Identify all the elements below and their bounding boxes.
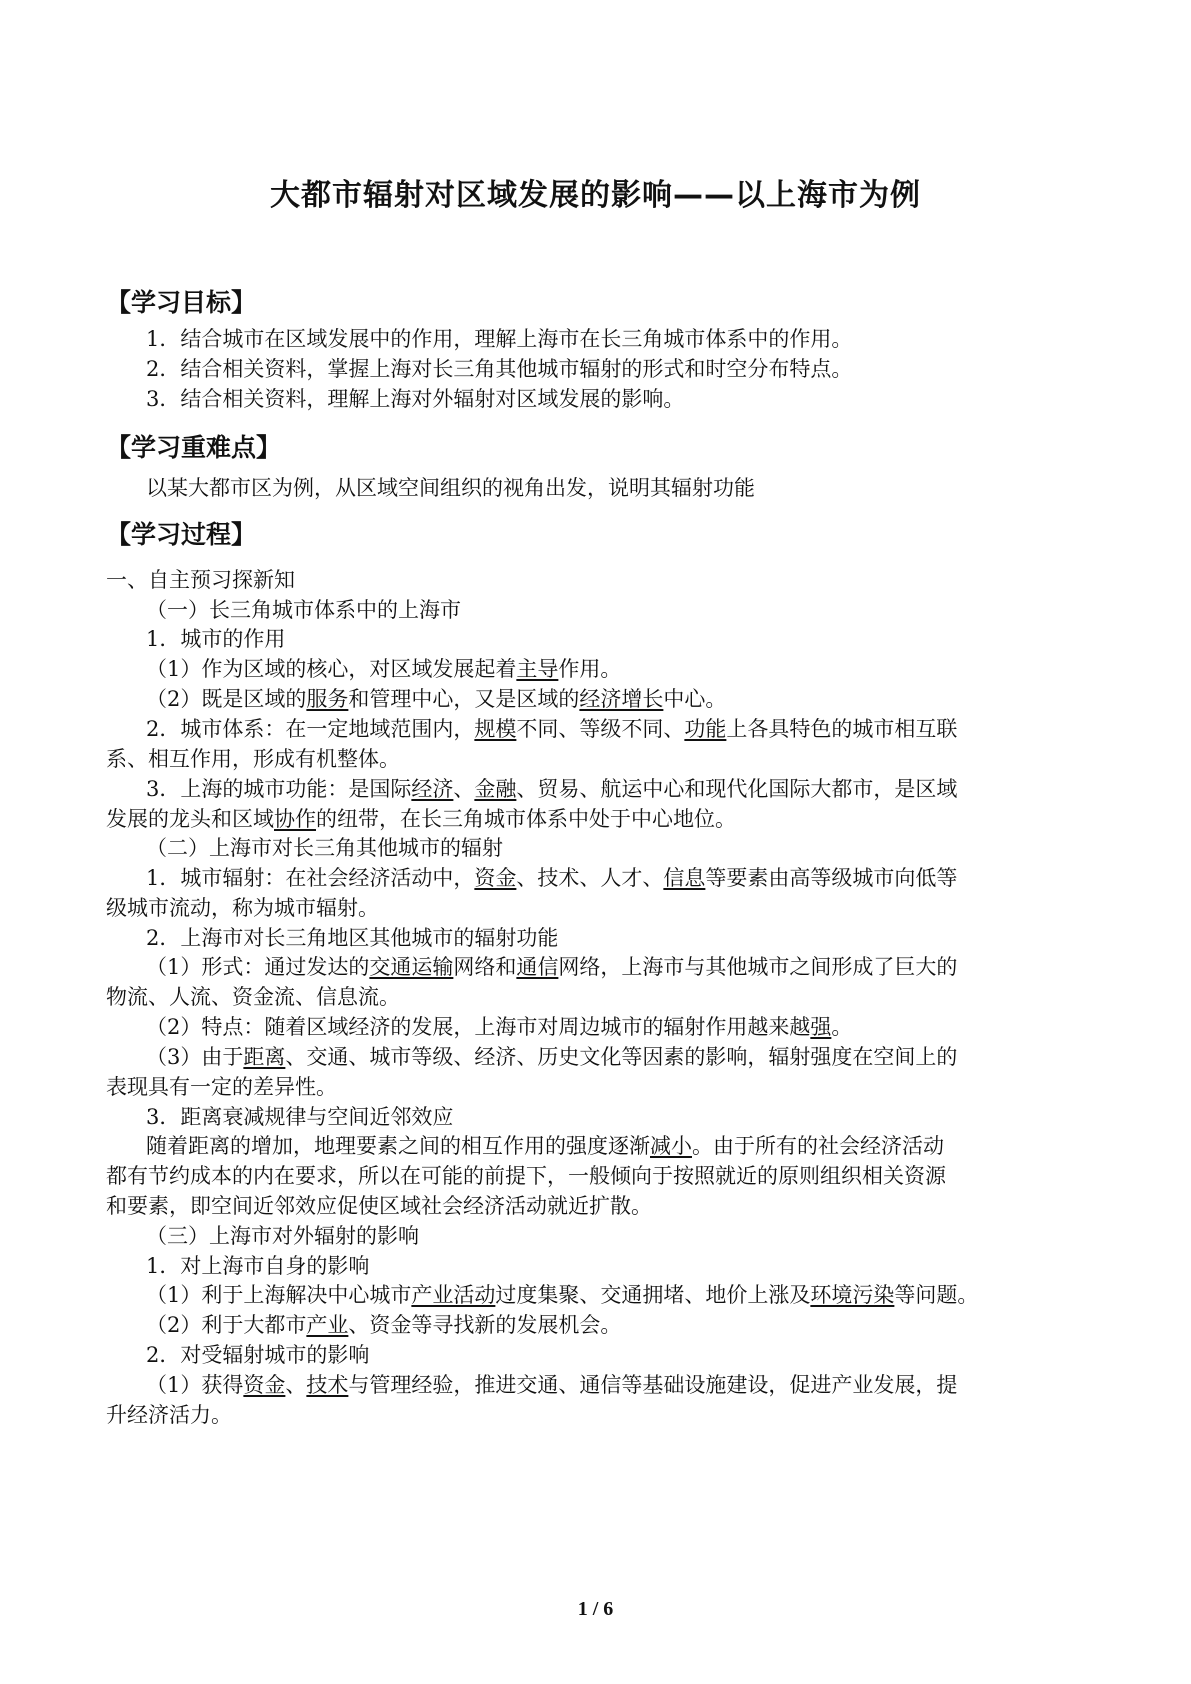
process-line [106,1161,946,1191]
line-text: 1．城市辐射：在社会经济活动中， [146,866,475,890]
line-text: 2．城市体系：在一定地域范围内， [146,717,475,741]
process-line [106,1072,337,1102]
process-line [146,595,461,625]
process-line [146,1042,957,1072]
line-text: 等问题。 [894,1283,979,1307]
line-text: 、 [453,777,475,801]
line-text: 。由于所有的社会经济活动 [692,1134,944,1158]
process-line [106,565,295,595]
line-text: 1．对上海市自身的影响 [146,1254,370,1278]
line-text: 2．对受辐射城市的影响 [146,1343,370,1367]
line-text: 表现具有一定的差异性。 [106,1075,337,1099]
underlined-term: 协作 [274,807,316,831]
underlined-term: 功能 [684,717,727,741]
line-text: （2）利于大都市 [146,1313,307,1337]
process-line [106,1191,652,1221]
line-text: 2．上海市对长三角地区其他城市的辐射功能 [146,926,559,950]
line-text: 。 [831,1015,853,1039]
underlined-term: 减小 [650,1134,692,1158]
process-line [146,1340,369,1370]
underlined-term: 距离 [243,1045,286,1069]
line-text: 1．城市的作用 [146,627,286,651]
process-line [146,624,285,654]
line-text: （1）作为区域的核心，对区域发展起着 [146,657,517,681]
underlined-term: 通信 [516,955,559,979]
line-text: 3．上海的城市功能：是国际 [146,777,412,801]
line-text: 、交通、城市等级、经济、历史文化等因素的影响，辐射强度在空间上的 [285,1045,958,1069]
line-text: （二）上海市对长三角其他城市的辐射 [146,836,503,860]
line-text: 、资金等寻找新的发展机会。 [348,1313,622,1337]
underlined-term: 信息 [663,866,706,890]
process-line [146,1102,453,1132]
process-line [146,1280,978,1310]
process-line [106,893,379,923]
underlined-term: 资金 [474,866,517,890]
line-text: 不同、等级不同、 [516,717,685,741]
underlined-term: 经济增长 [579,687,664,711]
line-text: 中心。 [663,687,727,711]
underlined-term: 产业活动 [411,1283,496,1307]
section-heading-keypoints: 【学习重难点】 [106,433,282,462]
underlined-term: 规模 [474,717,517,741]
line-text: 、贸易、航运中心和现代化国际大都市，是区域 [516,777,958,801]
process-line [146,654,621,684]
section-heading-goals: 【学习目标】 [106,288,257,317]
line-text: （1）获得 [146,1373,244,1397]
process-line [146,1310,621,1340]
line-text: （2）特点：随着区域经济的发展，上海市对周边城市的辐射作用越来越 [146,1015,811,1039]
line-text: （1）形式：通过发达的 [146,955,370,979]
process-line [146,833,503,863]
line-text: 和管理中心，又是区域的 [348,687,580,711]
line-text: 级城市流动，称为城市辐射。 [106,896,379,920]
line-text: 发展的龙头和区域 [106,807,274,831]
line-text: 上各具特色的城市相互联 [726,717,958,741]
process-line [106,1400,232,1430]
line-text: 网络，上海市与其他城市之间形成了巨大的 [558,955,958,979]
underlined-term: 金融 [474,777,517,801]
line-text: 、技术、人才、 [516,866,664,890]
section-heading-process: 【学习过程】 [106,520,257,549]
underlined-term: 经济 [411,777,454,801]
page-number: 1 / 6 [577,1598,614,1620]
line-text: （一）长三角城市体系中的上海市 [146,598,461,622]
line-text: 3．距离衰减规律与空间近邻效应 [146,1105,454,1129]
line-text: 随着距离的增加，地理要素之间的相互作用的强度逐渐 [146,1134,650,1158]
process-line [146,923,558,953]
underlined-term: 环境污染 [810,1283,895,1307]
keypoint-text: 以某大都市区为例，从区域空间组织的视角出发，说明其辐射功能 [146,476,755,500]
process-line [146,1370,957,1400]
line-text: （2）既是区域的 [146,687,307,711]
process-line [146,684,726,714]
underlined-term: 主导 [516,657,559,681]
line-text: 升经济活力。 [106,1403,232,1427]
process-line [146,863,957,893]
goal-item: 1．结合城市在区域发展中的作用，理解上海市在长三角城市体系中的作用。 [146,327,853,351]
line-text: 与管理经验，推进交通、通信等基础设施建设，促进产业发展，提 [348,1373,958,1397]
line-text: （3）由于 [146,1045,244,1069]
line-text: 一、自主预习探新知 [106,568,295,592]
process-line [106,982,400,1012]
process-line [106,804,736,834]
line-text: 都有节约成本的内在要求，所以在可能的前提下，一般倾向于按照就近的原则组织相关资源 [106,1164,946,1188]
goal-item: 2．结合相关资料，掌握上海对长三角其他城市辐射的形式和时空分布特点。 [146,357,853,381]
line-text: （1）利于上海解决中心城市 [146,1283,412,1307]
goal-item: 3．结合相关资料，理解上海对外辐射对区域发展的影响。 [146,387,685,411]
line-text: 网络和 [453,955,517,979]
process-line [106,744,400,774]
process-line [146,1221,419,1251]
process-line [146,1131,944,1161]
page-title: 大都市辐射对区域发展的影响——以上海市为例 [270,178,921,213]
line-text: 和要素，即空间近邻效应促使区域社会经济活动就近扩散。 [106,1194,652,1218]
line-text: 作用。 [558,657,622,681]
line-text: 、 [285,1373,307,1397]
line-text: 等要素由高等级城市向低等 [705,866,958,890]
line-text: （三）上海市对外辐射的影响 [146,1224,419,1248]
process-line [146,1012,852,1042]
process-line [146,952,957,982]
process-line [146,714,957,744]
line-text: 过度集聚、交通拥堵、地价上涨及 [495,1283,811,1307]
line-text: 系、相互作用，形成有机整体。 [106,747,400,771]
underlined-term: 服务 [306,687,349,711]
underlined-term: 交通运输 [369,955,454,979]
process-line [146,1251,369,1281]
line-text: 的纽带，在长三角城市体系中处于中心地位。 [316,807,736,831]
underlined-term: 资金 [243,1373,286,1397]
underlined-term: 产业 [306,1313,349,1337]
process-line [146,774,957,804]
underlined-term: 技术 [306,1373,349,1397]
line-text: 物流、人流、资金流、信息流。 [106,985,400,1009]
underlined-term: 强 [810,1015,832,1039]
